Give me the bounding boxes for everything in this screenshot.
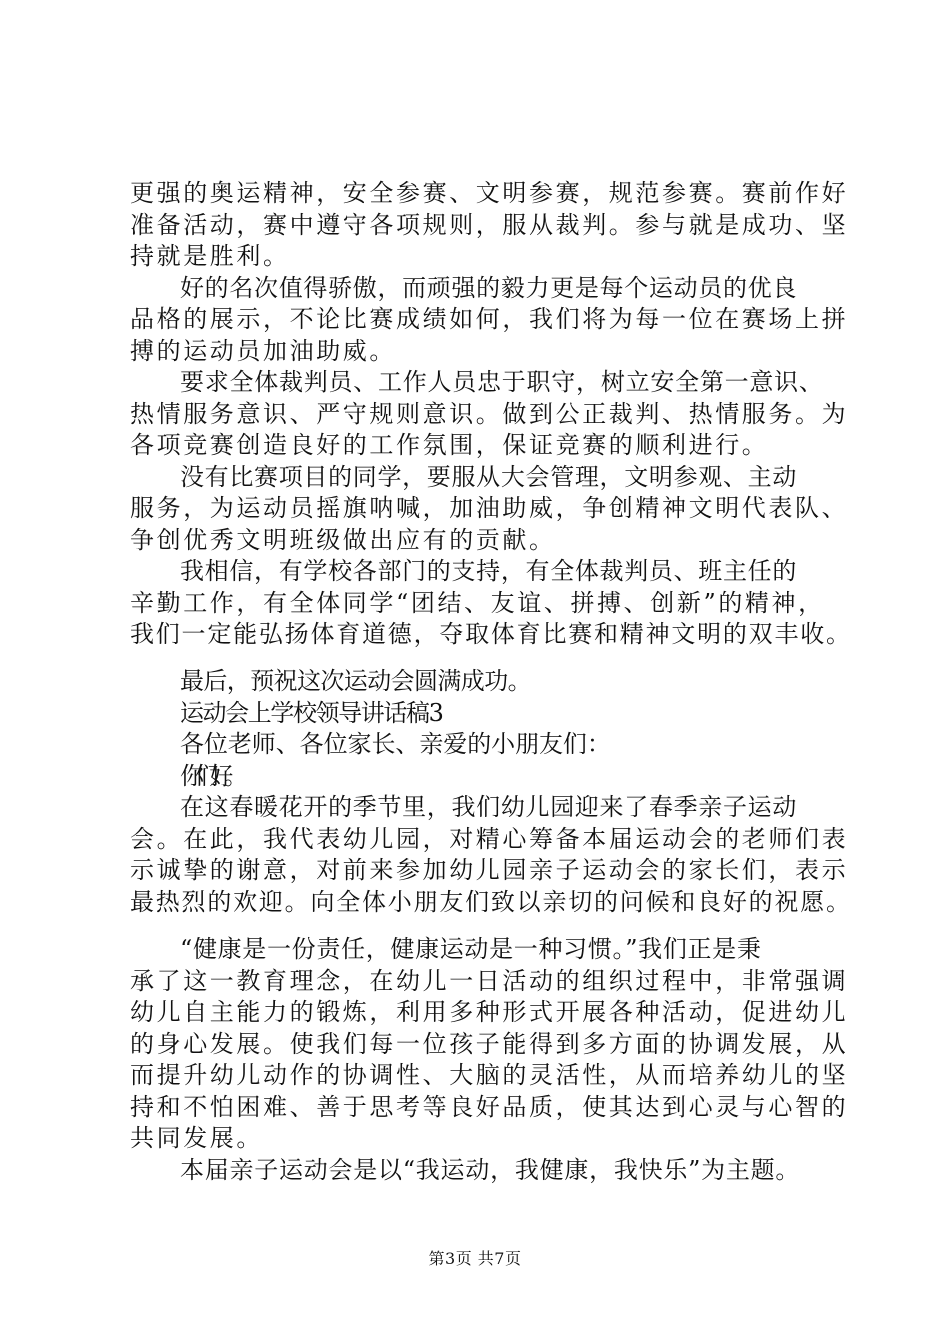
text-line: “健康是一份责任，健康运动是一种习惯。”我们正是秉 (180, 935, 762, 963)
text-line: 示诚挚的谢意，对前来参加幼儿园亲子运动会的家长们，表示 (130, 856, 849, 884)
text-line: 要求全体裁判员、工作人员忠于职守，树立安全第一意识、 (180, 368, 824, 396)
text-line: 本届亲子运动会是以“我运动，我健康，我快乐”为主题。 (180, 1156, 801, 1184)
text-line: 更强的奥运精神，安全参赛、文明参赛，规范参赛。赛前作好 (130, 179, 849, 207)
text-line: 没有比赛项目的同学，要服从大会管理，文明参观、主动 (180, 463, 797, 491)
text-line: 在这春暖花开的季节里，我们幼儿园迎来了春季亲子运动 (180, 793, 797, 821)
text-line: 各项竞赛创造良好的工作氛围，保证竞赛的顺利进行。 (130, 431, 769, 459)
text-line: 幼儿自主能力的锻炼，利用多种形式开展各种活动，促进幼儿 (130, 998, 849, 1026)
text-line: 你们好。 (180, 762, 239, 790)
section-heading: 运动会上学校领导讲话稿3 (180, 699, 443, 727)
text-line: 共同发展。 (130, 1124, 263, 1152)
text-line: 辛勤工作，有全体同学“团结、友谊、拼搏、创新”的精神， (130, 589, 825, 617)
text-line: 搏的运动员加油助威。 (130, 337, 396, 365)
text-line: 服务，为运动员摇旗呐喊，加油助威，争创精神文明代表队、 (130, 494, 849, 522)
text-line: 我们一定能弘扬体育道德，夺取体育比赛和精神文明的双丰收。 (130, 620, 852, 648)
text-line: 承了这一教育理念，在幼儿一日活动的组织过程中，非常强调 (130, 967, 849, 995)
text-line: 好的名次值得骄傲，而顽强的毅力更是每个运动员的优良 (180, 274, 797, 302)
text-line: 最后，预祝这次运动会圆满成功。 (180, 667, 531, 695)
text-line: 热情服务意识、严守规则意识。做到公正裁判、热情服务。为 (130, 400, 849, 428)
text-line: 持和不怕困难、善于思考等良好品质，使其达到心灵与心智的 (130, 1093, 849, 1121)
text-line: 我相信，有学校各部门的支持，有全体裁判员、班主任的 (180, 557, 797, 585)
page-footer: 第3页 共7页 (428, 1249, 522, 1268)
text-line: 争创优秀文明班级做出应有的贡献。 (130, 526, 556, 554)
text-line: 准备活动，赛中遵守各项规则，服从裁判。参与就是成功、坚 (130, 211, 849, 239)
text-line: 品格的展示，不论比赛成绩如何，我们将为每一位在赛场上拼 (130, 305, 849, 333)
text-line: 而提升幼儿动作的协调性、大脑的灵活性，从而培养幼儿的坚 (130, 1061, 849, 1089)
text-line: 的身心发展。使我们每一位孩子能得到多方面的协调发展，从 (130, 1030, 849, 1058)
text-line: 各位老师、各位家长、亲爱的小朋友们： (180, 730, 611, 758)
text-line: 会。在此，我代表幼儿园，对精心筹备本届运动会的老师们表 (130, 825, 849, 853)
text-line: 持就是胜利。 (130, 242, 290, 270)
text-line: 最热烈的欢迎。向全体小朋友们致以亲切的问候和良好的祝愿。 (130, 888, 852, 916)
